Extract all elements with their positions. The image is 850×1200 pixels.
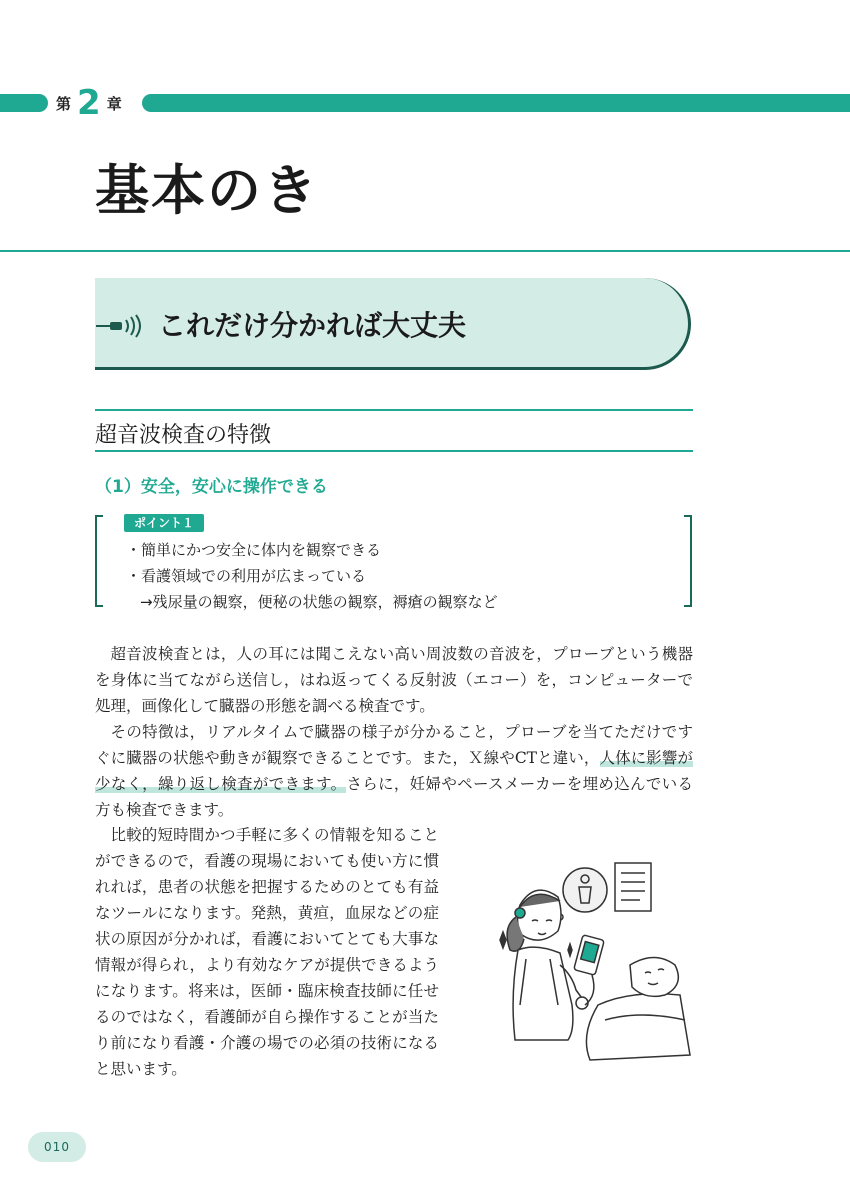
point-badge: ポイント１ <box>124 514 204 532</box>
chapter-prefix: 第 <box>56 94 72 113</box>
body-paragraph-2 <box>95 719 693 823</box>
paragraph-2-text-a: その特徴は，リアルタイムで臓器の様子が分かること，プローブを当てただけですぐに臓器の状態や動きが観察できることです。また，Ｘ線やCTと違い， <box>95 723 693 767</box>
point-item: ・看護領域での利用が広まっている <box>126 567 367 585</box>
chapter-bar-left <box>0 94 48 112</box>
subsection-title: （1）安全，安心に操作できる <box>95 477 328 497</box>
title-divider <box>0 250 850 252</box>
paragraph-2-text-b: さらに，妊婦やペースメーカーを埋め込んでいる方も検査できます。 <box>95 775 693 819</box>
chapter-label <box>56 83 122 123</box>
section-rule-bottom <box>95 450 693 452</box>
point-box-bracket-right <box>684 515 692 607</box>
page-number: 010 <box>28 1132 86 1162</box>
point-item: ・簡単にかつ安全に体内を観察できる <box>126 541 382 559</box>
body-paragraph-3: 比較的短時間かつ手軽に多くの情報を知ることができるので，看護の現場においても使い方に慣れれば，患者の状態を把握するためのとても有益なツールになります。発熱，黄疸，血尿などの症状の原因が分かれば，看護においてとても大事な情報が得られ，より有効なケアが提供できるようになります。将来は，医師・臨床検査技師に任せるのではなく，看護師が自ら操作することが当たり前になり看護・介護の場での必須の技術になると思います。 <box>95 826 439 1078</box>
ultrasound-probe-icon <box>96 314 146 338</box>
point-box-bracket-left <box>95 515 103 607</box>
nurse-ultrasound-illustration <box>480 855 695 1070</box>
page-title: 基本のき <box>95 159 319 222</box>
banner-title: これだけ分かれば大丈夫 <box>158 309 467 342</box>
body-paragraph-1: 超音波検査とは，人の耳には聞こえない高い周波数の音波を，プローブという機器を身体に当てながら送信し，はね返ってくる反射波（エコー）を，コンピューターで処理，画像化して臓器の形態を調べる検査です。 <box>95 645 693 715</box>
chapter-number: 2 <box>77 83 101 123</box>
section-title: 超音波検査の特徴 <box>95 423 272 448</box>
highlighted-text: 人体に影響が少なく，繰り返し検査ができます。 <box>95 749 693 793</box>
section-rule-top <box>95 409 693 411</box>
chapter-bar-right <box>142 94 850 112</box>
point-item: →残尿量の観察，便秘の状態の観察，褥瘡の観察など <box>140 593 498 611</box>
chapter-suffix: 章 <box>106 94 122 113</box>
